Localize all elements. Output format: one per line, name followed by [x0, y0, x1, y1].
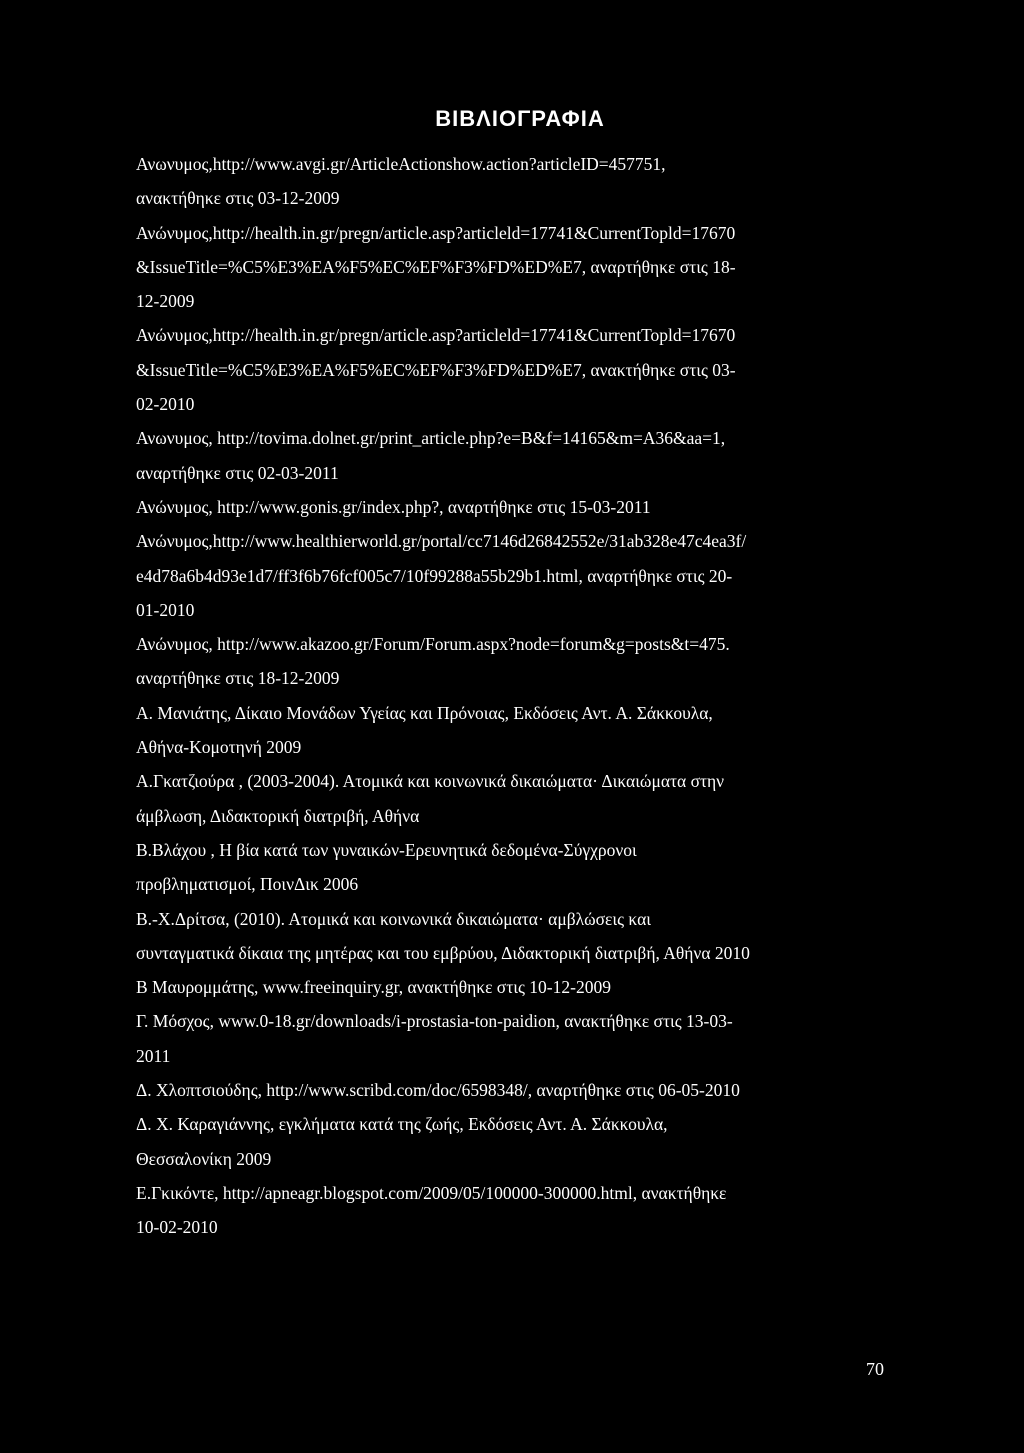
bibliography-entry [136, 833, 896, 902]
bibliography-entry [136, 216, 896, 319]
bibliography-entry [136, 490, 896, 524]
bibliography-entry-line: 12-2009 [136, 291, 195, 312]
bibliography-entry-line: Θεσσαλονίκη 2009 [136, 1148, 272, 1169]
bibliography-entry [136, 1176, 896, 1245]
bibliography-entry [136, 902, 896, 971]
bibliography-entry-line: 2011 [136, 1045, 171, 1066]
bibliography-entry [136, 318, 896, 421]
bibliography-entry-line: αναρτήθηκε στις 18-12-2009 [136, 668, 340, 689]
bibliography-entry-line: Α. Μανιάτης, Δίκαιο Μονάδων Υγείας και Πρόνοιας, Εκδόσεις Αντ. Α. Σάκκουλα, [136, 702, 713, 723]
bibliography-entry [136, 764, 896, 833]
bibliography-entry-line: e4d78a6b4d93e1d7/ff3f6b76fcf005c7/10f99288a55b29b1.html, αναρτήθηκε στις 20- [136, 565, 733, 586]
bibliography-entry [136, 524, 896, 627]
bibliography-entry-line: Ανώνυμος,http://health.in.gr/pregn/article.asp?articleld=17741&CurrentTopld=17670 [136, 222, 736, 243]
page-title-text: ΒΙΒΛΙΟΓΡΑΦΙΑ [435, 106, 605, 131]
bibliography-entry-line: αναρτήθηκε στις 02-03-2011 [136, 462, 339, 483]
bibliography-entry-line: Ανώνυμος, http://www.akazoo.gr/Forum/Forum.aspx?node=forum&g=posts&t=475. [136, 634, 730, 655]
bibliography-entry-line: Α.Γκατζιούρα , (2003-2004). Ατομικά και κοινωνικά δικαιώματα· Δικαιώματα στην [136, 771, 725, 792]
bibliography-entry [136, 1004, 896, 1073]
bibliography-entry-line: Δ. Χ. Καραγιάννης, εγκλήματα κατά της ζωής, Εκδόσεις Αντ. Α. Σάκκουλα, [136, 1114, 668, 1135]
bibliography-entry-line: Δ. Χλοπτσιούδης, http://www.scribd.com/doc/6598348/, αναρτήθηκε στις 06-05-2010 [136, 1080, 740, 1101]
bibliography-entry-line: Ανώνυμος,http://www.healthierworld.gr/portal/cc7146d26842552e/31ab328e47c4ea3f/ [136, 531, 747, 552]
bibliography-entry-line: Ανωνυμος, http://tovima.dolnet.gr/print_article.php?e=B&f=14165&m=A36&aa=1, [136, 428, 726, 449]
bibliography-entry-line: Ανωνυμος,http://www.avgi.gr/ArticleActionshow.action?articleID=457751, [136, 154, 666, 174]
bibliography-entry-line: &IssueTitle=%C5%E3%EA%F5%EC%EF%F3%FD%ED%E7, ανακτήθηκε στις 03- [136, 359, 736, 380]
bibliography-entry-line: &IssueTitle=%C5%E3%EA%F5%EC%EF%F3%FD%ED%E7, αναρτήθηκε στις 18- [136, 256, 736, 277]
bibliography-entry-line: 10-02-2010 [136, 1217, 218, 1238]
bibliography-entry [136, 1107, 896, 1176]
page-number: 70 [866, 1359, 884, 1379]
bibliography-list [136, 147, 896, 1245]
bibliography-entry-line: Ανώνυμος,http://health.in.gr/pregn/article.asp?articleld=17741&CurrentTopld=17670 [136, 325, 736, 346]
bibliography-entry-line: 02-2010 [136, 394, 195, 415]
bibliography-entry-line: ανακτήθηκε στις 03-12-2009 [136, 188, 340, 209]
bibliography-entry-line: Β.-Χ.Δρίτσα, (2010). Ατομικά και κοινωνικά δικαιώματα· αμβλώσεις και [136, 908, 651, 929]
bibliography-entry [136, 627, 896, 696]
bibliography-entry-line: προβληματισμοί, ΠοινΔικ 2006 [136, 874, 359, 895]
bibliography-entry-line: 01-2010 [136, 599, 195, 620]
bibliography-entry [136, 421, 896, 490]
bibliography-entry [136, 147, 896, 216]
bibliography-entry-line: Αθήνα-Κομοτηνή 2009 [136, 737, 302, 758]
bibliography-entry-line: συνταγματικά δίκαια της μητέρας και του εμβρύου, Διδακτορική διατριβή, Αθήνα 2010 [136, 942, 750, 963]
bibliography-entry [136, 696, 896, 765]
page-title [0, 106, 1024, 132]
bibliography-entry-line: Β Μαυρομμάτης, www.freeinquiry.gr, ανακτήθηκε στις 10-12-2009 [136, 977, 611, 998]
bibliography-entry-line: Γ. Μόσχος, www.0-18.gr/downloads/i-prostasia-ton-paidion, ανακτήθηκε στις 13-03- [136, 1011, 733, 1032]
bibliography-entry [136, 1073, 896, 1107]
bibliography-entry-line: Β.Βλάχου , Η βία κατά των γυναικών-Ερευνητικά δεδομένα-Σύγχρονοι [136, 839, 637, 860]
bibliography-entry-line: άμβλωση, Διδακτορική διατριβή, Αθήνα [136, 805, 420, 826]
bibliography-entry-line: Ε.Γκικόντε, http://apneagr.blogspot.com/2009/05/100000-300000.html, ανακτήθηκε [136, 1182, 727, 1203]
bibliography-entry-line: Ανώνυμος, http://www.gonis.gr/index.php?, αναρτήθηκε στις 15-03-2011 [136, 496, 651, 517]
bibliography-entry [136, 970, 896, 1004]
